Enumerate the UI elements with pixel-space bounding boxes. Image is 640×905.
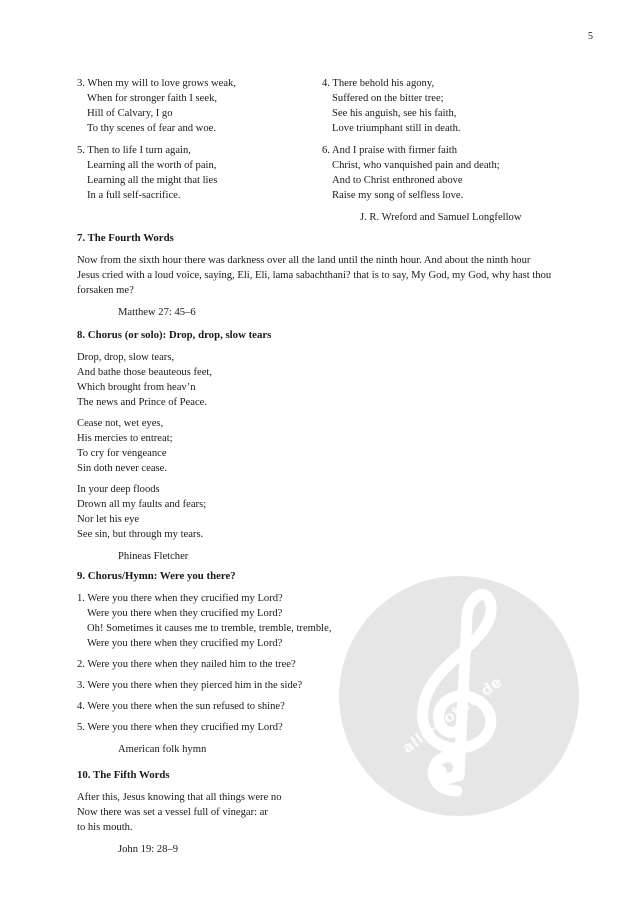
verse-line: Raise my song of selfless love.	[332, 190, 464, 201]
verse-line: See sin, but through my tears.	[77, 529, 204, 540]
text-line: forsaken me?	[77, 285, 134, 296]
treble-clef-icon	[339, 576, 579, 816]
text-line: After this, Jesus knowing that all things were no	[77, 792, 282, 803]
text-line: Jesus cried with a loud voice, saying, Eli, Eli, lama sabachthani? that is to say, My God, my God, why hast thou	[77, 270, 552, 281]
hymn-verse-4: 4. Were you there when the sun refused to shine?	[77, 701, 285, 712]
text-line: to his mouth.	[77, 822, 133, 833]
scripture-reference: Matthew 27: 45–6	[118, 307, 196, 318]
verse-line: Which brought from heav’n	[77, 382, 196, 393]
stanza-3	[77, 482, 271, 542]
verse-line: 5. Then to life I turn again,	[77, 145, 191, 156]
scripture-text	[77, 253, 551, 298]
verse-line: To cry for vengeance	[77, 448, 167, 459]
section-10	[77, 768, 282, 857]
hymn-verse-3: 3. Were you there when they pierced him in the side?	[77, 680, 303, 691]
verse-line: 6. And I praise with firmer faith	[322, 145, 458, 156]
verse-line: Christ, who vanquished pain and death;	[332, 160, 500, 171]
verse-line: And to Christ enthroned above	[332, 175, 463, 186]
verse-line: 3. When my will to love grows weak,	[77, 78, 236, 89]
verse-line: Drop, drop, slow tears,	[77, 352, 175, 363]
verse-line: And bathe those beauteous feet,	[77, 367, 213, 378]
scripture-text	[77, 790, 282, 835]
verse-line: See his anguish, see his faith,	[332, 108, 457, 119]
stanza-1	[77, 350, 271, 410]
section-heading: 8. Chorus (or solo): Drop, drop, slow tears	[77, 329, 272, 341]
hymn-verse-5: 5. Were you there when they crucified my Lord?	[77, 722, 283, 733]
watermark-text: alle-noten.de	[398, 672, 506, 757]
verse-line: Were you there when they crucified my Lord?	[87, 638, 283, 649]
section-heading: 7. The Fourth Words	[77, 232, 174, 244]
verse-line: Love triumphant still in death.	[332, 123, 461, 134]
hymn-left-column	[77, 76, 236, 203]
verse-line: Sin doth never cease.	[77, 463, 168, 474]
verse-line: In your deep floods	[77, 484, 160, 495]
verse-line: His mercies to entreat;	[77, 433, 173, 444]
stanza-2	[77, 416, 271, 476]
verse-line: Drown all my faults and fears;	[77, 499, 207, 510]
verse-line: Learning all the might that lies	[87, 175, 218, 186]
section-heading: 10. The Fifth Words	[77, 769, 170, 781]
scripture-reference: John 19: 28–9	[118, 844, 179, 855]
page-number: 5	[588, 31, 593, 42]
verse-line: Hill of Calvary, I go	[87, 108, 173, 119]
verse-line: To thy scenes of fear and woe.	[87, 123, 216, 134]
hymn-verse-3	[77, 76, 236, 136]
hymn-verse-5	[77, 143, 236, 203]
hymn-right-column	[322, 76, 522, 225]
verse-line: The news and Prince of Peace.	[77, 397, 208, 408]
verse-line: In a full self-sacrifice.	[87, 190, 181, 201]
verse-line: Were you there when they crucified my Lord?	[87, 608, 283, 619]
text-line: Now there was set a vessel full of vinegar: ar	[77, 807, 268, 818]
hymn-verse-2: 2. Were you there when they nailed him to the tree?	[77, 659, 296, 670]
verse-line: Nor let his eye	[77, 514, 140, 525]
verse-line: When for stronger faith I seek,	[87, 93, 218, 104]
verse-line: 4. There behold his agony,	[322, 78, 435, 89]
verse-line: Oh! Sometimes it causes me to tremble, tremble, tremble,	[87, 623, 332, 634]
section-7	[77, 231, 551, 320]
poem-attribution: Phineas Fletcher	[118, 551, 189, 562]
hymn-attribution: J. R. Wreford and Samuel Longfellow	[360, 212, 522, 223]
section-9	[77, 569, 331, 757]
hymn-verse-1	[77, 591, 331, 651]
verse-line: Learning all the worth of pain,	[87, 160, 217, 171]
section-heading: 9. Chorus/Hymn: Were you there?	[77, 570, 236, 582]
hymn-verse-4	[322, 76, 522, 136]
verse-line: Suffered on the bitter tree;	[332, 93, 444, 104]
verse-line: Cease not, wet eyes,	[77, 418, 164, 429]
watermark-circle	[339, 576, 579, 816]
verse-line: 1. Were you there when they crucified my Lord?	[77, 593, 283, 604]
section-8	[77, 328, 271, 564]
hymn-verse-6	[322, 143, 522, 203]
hymn-attribution: American folk hymn	[118, 744, 207, 755]
text-line: Now from the sixth hour there was darkness over all the land until the ninth hour. And about the ninth hour	[77, 255, 531, 266]
